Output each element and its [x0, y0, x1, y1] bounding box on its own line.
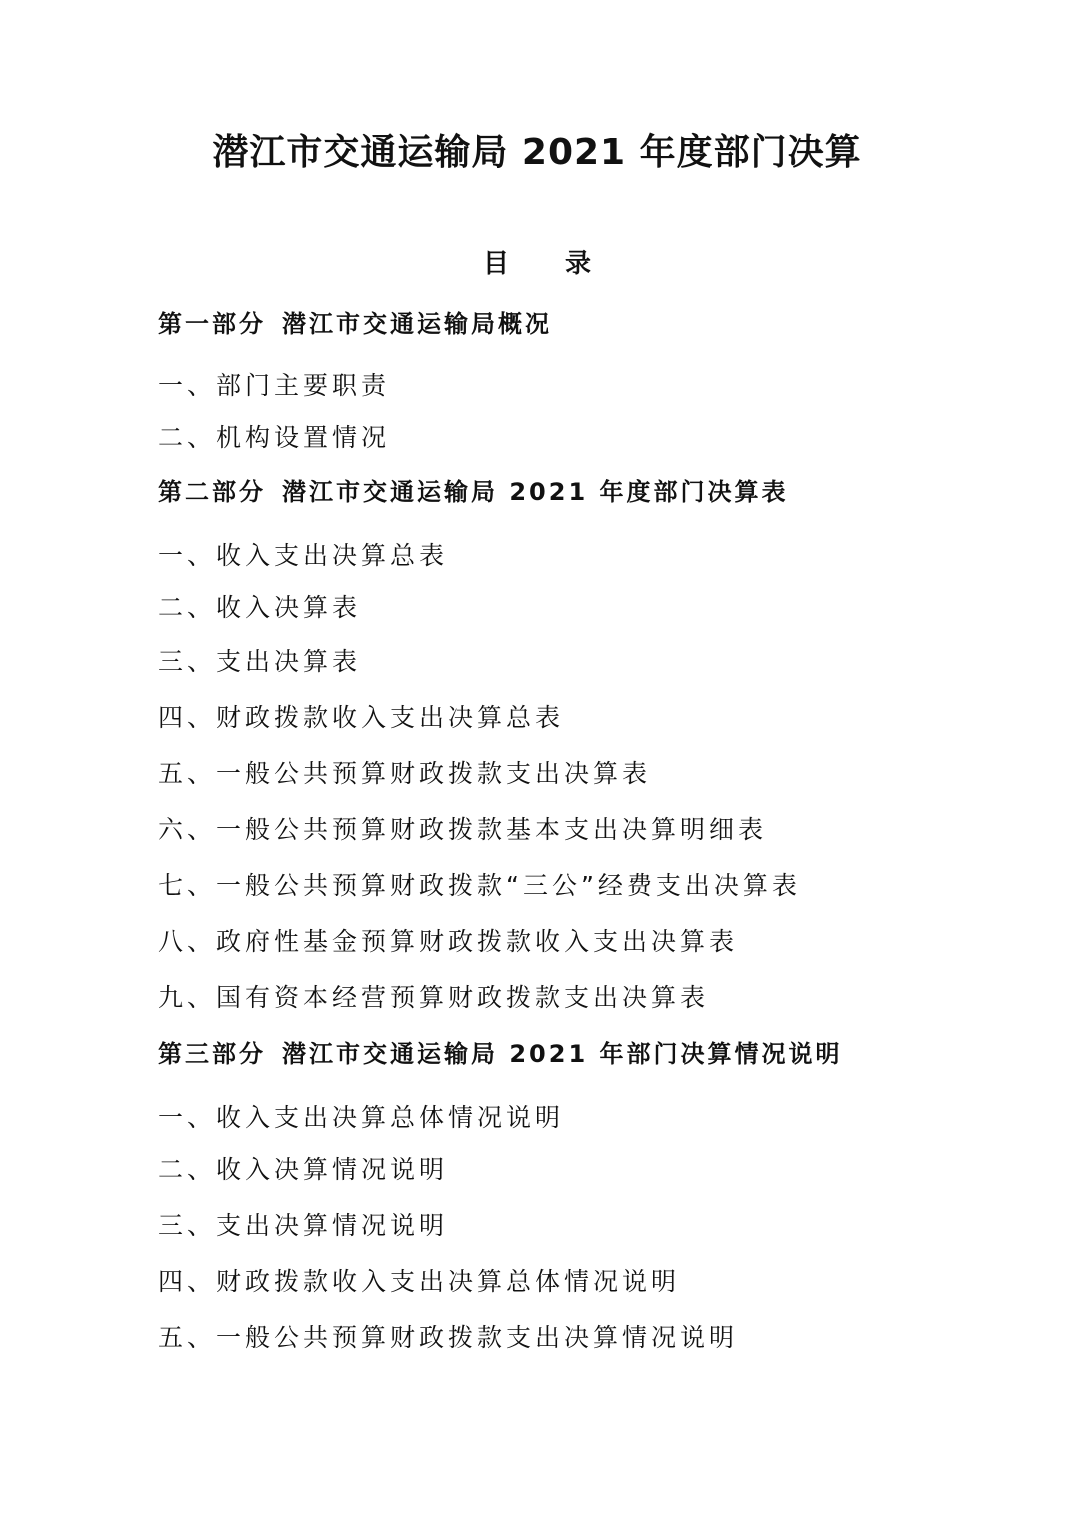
toc-item: 二、收入决算表	[158, 593, 362, 622]
toc-item: 一、收入支出决算总表	[158, 541, 449, 570]
document-title: 潜江市交通运输局 2021 年度部门决算	[212, 132, 862, 173]
toc-heading-right: 录	[565, 249, 592, 279]
toc-item: 六、一般公共预算财政拨款基本支出决算明细表	[158, 815, 768, 844]
toc-part-title: 潜江市交通运输局概况	[282, 310, 552, 338]
toc-item: 一、部门主要职责	[158, 371, 391, 400]
toc-part-title: 潜江市交通运输局 2021 年度部门决算表	[282, 478, 789, 506]
toc-item: 八、政府性基金预算财政拨款收入支出决算表	[158, 927, 739, 956]
toc-item: 九、国有资本经营预算财政拨款支出决算表	[158, 983, 710, 1012]
toc-part-label: 第二部分	[158, 478, 266, 506]
toc-item: 四、财政拨款收入支出决算总表	[158, 703, 565, 732]
toc-part-title: 潜江市交通运输局 2021 年部门决算情况说明	[282, 1040, 843, 1068]
toc-item: 三、支出决算表	[158, 647, 362, 676]
toc-part-2	[158, 474, 789, 510]
toc-item: 五、一般公共预算财政拨款支出决算表	[158, 759, 652, 788]
toc-item: 七、一般公共预算财政拨款“三公”经费支出决算表	[158, 871, 801, 900]
toc-item: 三、支出决算情况说明	[158, 1211, 449, 1240]
toc-heading	[0, 246, 1074, 282]
toc-item: 五、一般公共预算财政拨款支出决算情况说明	[158, 1323, 739, 1352]
toc-part-3	[158, 1036, 843, 1072]
toc-heading-left: 目	[482, 249, 509, 279]
toc-part-label: 第一部分	[158, 310, 266, 338]
toc-item: 四、财政拨款收入支出决算总体情况说明	[158, 1267, 681, 1296]
toc-item: 二、机构设置情况	[158, 423, 391, 452]
toc-part-1	[158, 306, 552, 342]
toc-item: 二、收入决算情况说明	[158, 1155, 449, 1184]
toc-item: 一、收入支出决算总体情况说明	[158, 1103, 565, 1132]
toc-part-label: 第三部分	[158, 1040, 266, 1068]
